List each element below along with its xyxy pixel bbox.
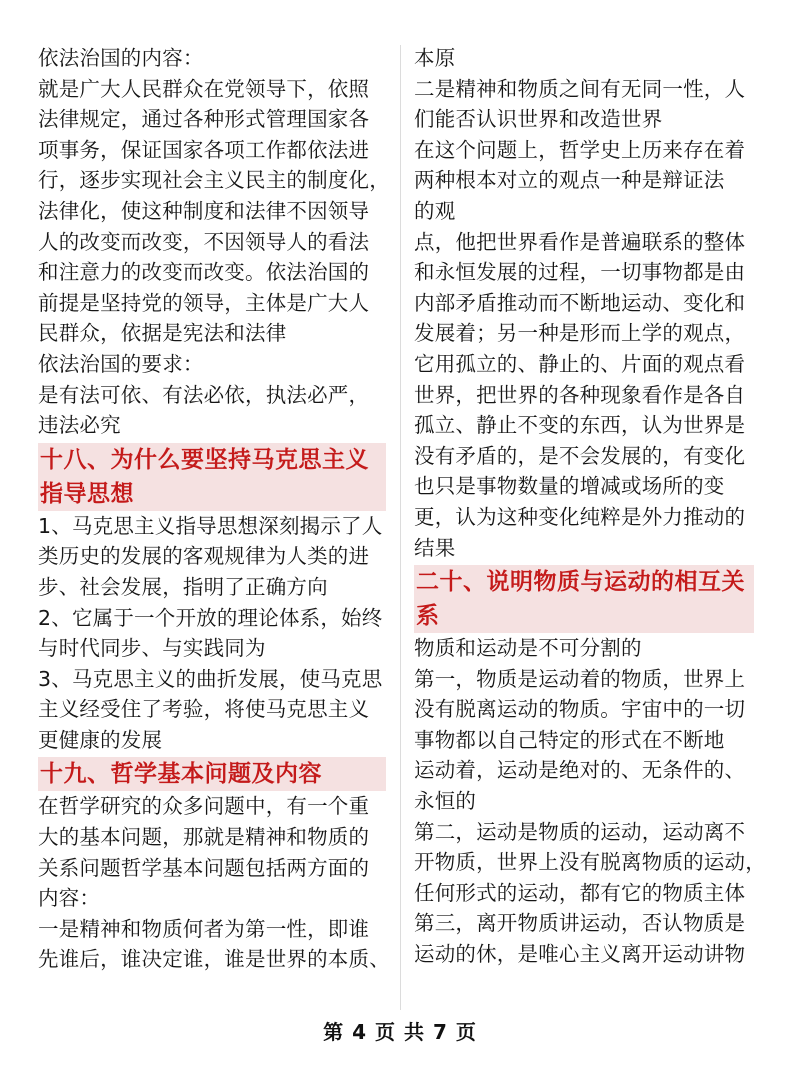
text-line: 第二，运动是物质的运动，运动离不 xyxy=(414,819,746,844)
heading-line: 系 xyxy=(416,603,440,630)
text-line: 结果 xyxy=(414,535,456,560)
text-line: 第三，离开物质讲运动，否认物质是 xyxy=(414,911,746,936)
heading-line: 十八、为什么要坚持马克思主义 xyxy=(40,446,369,473)
text-line: 主义经受住了考验，将使马克思主义 xyxy=(38,697,370,722)
philosophy-question-continued xyxy=(414,43,759,563)
text-line: 1、马克思主义指导思想深刻揭示了人 xyxy=(38,513,383,538)
text-line: 两种根本对立的观点一种是辩证法 xyxy=(414,168,725,193)
marxism-guidance-section xyxy=(38,511,388,756)
text-line: 第一，物质是运动着的物质，世界上 xyxy=(414,666,746,691)
text-line: 二是精神和物质之间有无同一性，人 xyxy=(414,76,746,101)
text-line: 任何形式的运动，都有它的物质主体 xyxy=(414,880,746,905)
footer-suffix: 页 xyxy=(455,1020,477,1044)
text-line: 法律规定，通过各种形式管理国家各 xyxy=(38,107,370,132)
text-line: 世界，把世界的各种现象看作是各自 xyxy=(414,382,746,407)
text-line: 关系问题哲学基本问题包括两方面的 xyxy=(38,855,370,880)
text-line: 与时代同步、与实践同为 xyxy=(38,636,266,661)
text-line: 内容： xyxy=(38,886,101,911)
total-pages-number: 7 xyxy=(432,1020,448,1044)
text-line: 事物都以自己特定的形式在不断地 xyxy=(414,727,725,752)
text-line: 内部矛盾推动而不断地运动、变化和 xyxy=(414,290,746,315)
text-line: 步、社会发展，指明了正确方向 xyxy=(38,574,328,599)
section-heading-18 xyxy=(38,443,386,511)
text-line: 类历史的发展的客观规律为人类的进 xyxy=(38,544,370,569)
current-page-number: 4 xyxy=(352,1020,368,1044)
text-line: 就是广大人民群众在党领导下，依照 xyxy=(38,76,370,101)
left-column xyxy=(38,43,388,975)
column-divider xyxy=(400,45,401,1010)
text-line: 依法治国的要求： xyxy=(38,351,204,376)
philosophy-question-section xyxy=(38,791,388,975)
text-line: 在这个问题上，哲学史上历来存在着 xyxy=(414,137,746,162)
text-line: 它用孤立的、静止的、片面的观点看 xyxy=(414,351,746,376)
text-line: 大的基本问题，那就是精神和物质的 xyxy=(38,825,370,850)
text-line: 也只是事物数量的增减或场所的变 xyxy=(414,474,725,499)
text-line: 更，认为这种变化纯粹是外力推动的 xyxy=(414,504,746,529)
text-line: 民群众，依据是宪法和法律 xyxy=(38,321,287,346)
footer-prefix: 第 xyxy=(323,1020,345,1044)
footer-middle: 页 共 xyxy=(375,1020,425,1044)
text-line: 违法必究 xyxy=(38,413,121,438)
text-line: 开物质，世界上没有脱离物质的运动， xyxy=(414,850,766,875)
text-line: 和永恒发展的过程，一切事物都是由 xyxy=(414,260,746,285)
text-line: 一是精神和物质何者为第一性，即谁 xyxy=(38,916,370,941)
text-line: 行，逐步实现社会主义民主的制度化， xyxy=(38,168,390,193)
text-line: 先谁后，谁决定谁，谁是世界的本质、 xyxy=(38,947,390,972)
text-line: 物质和运动是不可分割的 xyxy=(414,636,642,661)
text-line: 法律化，使这种制度和法律不因领导 xyxy=(38,198,370,223)
text-line: 孤立、静止不变的东西，认为世界是 xyxy=(414,413,746,438)
text-line: 项事务，保证国家各项工作都依法进 xyxy=(38,137,370,162)
text-line: 更健康的发展 xyxy=(38,727,163,752)
text-line: 运动的休，是唯心主义离开运动讲物 xyxy=(414,942,746,967)
page-number-footer xyxy=(0,1016,800,1045)
text-line: 是有法可依、有法必依，执法必严， xyxy=(38,382,370,407)
section-heading-19 xyxy=(38,757,386,791)
heading-line: 二十、说明物质与运动的相互关 xyxy=(416,569,745,596)
text-line: 没有脱离运动的物质。宇宙中的一切 xyxy=(414,697,746,722)
text-line: 本原 xyxy=(414,46,456,70)
rule-of-law-section xyxy=(38,43,388,441)
heading-line: 十九、哲学基本问题及内容 xyxy=(40,761,322,788)
text-line: 发展着；另一种是形而上学的观点， xyxy=(414,321,746,346)
text-line: 2、它属于一个开放的理论体系，始终 xyxy=(38,605,383,630)
text-line: 在哲学研究的众多问题中，有一个重 xyxy=(38,794,370,819)
text-line: 前提是坚持党的领导，主体是广大人 xyxy=(38,290,370,315)
heading-line: 指导思想 xyxy=(40,480,134,507)
text-line: 们能否认识世界和改造世界 xyxy=(414,107,663,132)
text-line: 永恒的 xyxy=(414,789,477,814)
matter-motion-section xyxy=(414,633,766,970)
text-line: 人的改变而改变，不因领导人的看法 xyxy=(38,229,370,254)
text-line: 点，他把世界看作是普遍联系的整体 xyxy=(414,229,746,254)
text-line: 3、马克思主义的曲折发展，使马克思 xyxy=(38,666,383,691)
text-line: 运动着，运动是绝对的、无条件的、 xyxy=(414,758,746,783)
text-line: 和注意力的改变而改变。依法治国的 xyxy=(38,260,370,285)
text-line: 依法治国的内容： xyxy=(38,46,204,70)
right-column xyxy=(414,43,766,970)
text-line: 没有矛盾的，是不会发展的，有变化 xyxy=(414,443,746,468)
section-heading-20 xyxy=(414,565,754,633)
text-line: 的观 xyxy=(414,198,456,223)
